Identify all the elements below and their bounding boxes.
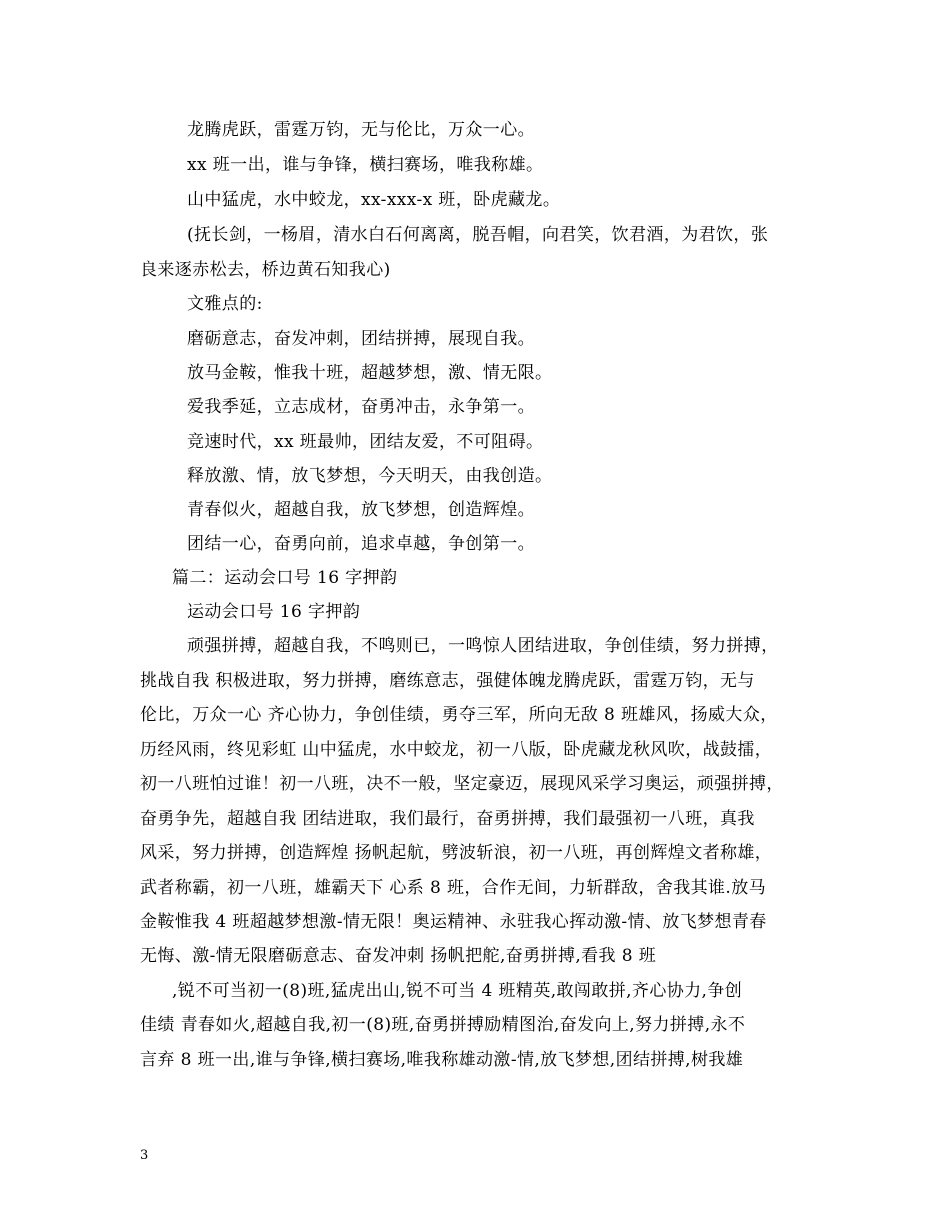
subheading: 运动会口号 16 字押韵 xyxy=(187,602,361,622)
text-line: 龙腾虎跃，雷霆万钧，无与伦比，万众一心。 xyxy=(187,120,535,140)
text-line: 金鞍惟我 4 班超越梦想激-情无限！奥运精神、永驻我心挥动激-情、放飞梦想青春 xyxy=(140,912,767,932)
text-line: xx 班一出，谁与争锋，横扫赛场，唯我称雄。 xyxy=(187,155,544,175)
text-line: 山中猛虎，水中蛟龙，xx-xxx-x 班，卧虎藏龙。 xyxy=(187,190,561,210)
text-line: 言弃 8 班一出,谁与争锋,横扫赛场,唯我称雄动激-情,放飞梦想,团结拼搏,树我雄 xyxy=(140,1050,744,1070)
text-line: ,锐不可当初一(8)班,猛虎出山,锐不可当 4 班精英,敢闯敢拼,齐心协力,争创 xyxy=(172,981,743,1001)
text-line: 青春似火，超越自我，放飞梦想，创造辉煌。 xyxy=(187,500,535,520)
text-line: 风采，努力拼搏，创造辉煌 扬帆起航，劈波斩浪，初一八班，再创辉煌文者称雄， xyxy=(140,843,773,863)
text-line: 挑战自我 积极进取，努力拼搏，磨练意志，强健体魄龙腾虎跃，雷霆万钧，无与 xyxy=(140,671,755,691)
text-line: 文雅点的: xyxy=(187,294,263,314)
text-line: 良来逐赤松去，桥边黄石知我心) xyxy=(140,260,391,280)
text-line: 磨砺意志，奋发冲刺，团结拼搏，展现自我。 xyxy=(187,329,535,349)
page-number: 3 xyxy=(140,1148,149,1163)
text-line: (抚长剑，一杨眉，清水白石何离离，脱吾帽，向君笑，饮君酒，为君饮，张 xyxy=(187,225,769,245)
text-line: 顽强拼搏，超越自我，不鸣则已，一鸣惊人团结进取，争创佳绩，努力拼搏， xyxy=(187,636,779,656)
text-line: 初一八班怕过谁！初一八班，决不一般，坚定豪迈，展现风采学习奥运，顽强拼搏， xyxy=(140,774,784,794)
text-line: 佳绩 青春如火,超越自我,初一(8)班,奋勇拼搏励精图治,奋发向上,努力拼搏,永不 xyxy=(140,1015,746,1035)
text-line: 团结一心，奋勇向前，追求卓越，争创第一。 xyxy=(187,534,535,554)
text-line: 竞速时代，xx 班最帅，团结友爱，不可阻碍。 xyxy=(187,432,544,452)
text-line: 放马金鞍，惟我十班，超越梦想，激、情无限。 xyxy=(187,363,553,383)
section-heading: 篇二：运动会口号 16 字押韵 xyxy=(172,568,398,588)
text-line: 奋勇争先，超越自我 团结进取，我们最行，奋勇拼搏，我们最强初一八班，真我 xyxy=(140,809,755,829)
text-line: 无悔、激-情无限磨砺意志、奋发冲刺 扬帆把舵,奋勇拼搏,看我 8 班 xyxy=(140,946,657,966)
text-line: 释放激、情，放飞梦想，今天明天，由我创造。 xyxy=(187,466,553,486)
text-line: 伦比，万众一心 齐心协力，争创佳绩，勇夺三军，所向无敌 8 班雄风，扬威大众， xyxy=(140,705,778,725)
text-line: 爱我季延，立志成材，奋勇冲击，永争第一。 xyxy=(187,397,535,417)
text-line: 武者称霸，初一八班，雄霸天下 心系 8 班，合作无间，力斩群敌，舍我其谁.放马 xyxy=(140,878,767,898)
text-line: 历经风雨，终见彩虹 山中猛虎，水中蛟龙，初一八版，卧虎藏龙秋风吹，战鼓擂， xyxy=(140,740,773,760)
